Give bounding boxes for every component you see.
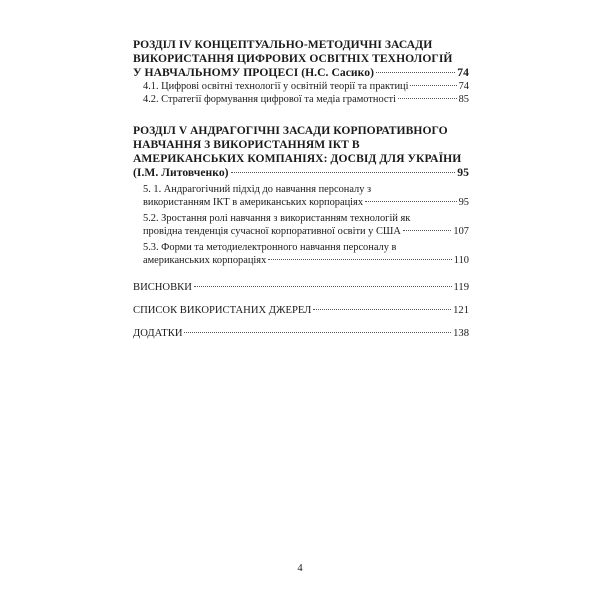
toc-section-4 xyxy=(133,38,469,106)
toc-appendices-page: 138 xyxy=(453,328,469,339)
toc-references-page: 121 xyxy=(453,305,469,316)
section-4-title-line-2: ВИКОРИСТАННЯ ЦИФРОВИХ ОСВІТНІХ ТЕХНОЛОГІЙ xyxy=(133,52,453,65)
toc-references xyxy=(133,304,469,317)
section-5-title-line-1: РОЗДІЛ V АНДРАГОГІЧНІ ЗАСАДИ КОРПОРАТИВНОГО xyxy=(133,124,448,137)
dot-leader xyxy=(398,98,457,99)
section-5-title-last-line xyxy=(133,166,469,180)
toc-item-5-3 xyxy=(133,241,469,267)
section-4-title-line-1: РОЗДІЛ IV КОНЦЕПТУАЛЬНО-МЕТОДИЧНІ ЗАСАДИ xyxy=(133,38,433,51)
toc-item-5-1-line-2: використанням ІКТ в американських корпораціях xyxy=(143,197,364,208)
toc-references-label: СПИСОК ВИКОРИСТАНИХ ДЖЕРЕЛ xyxy=(133,305,312,316)
toc-item-4-2 xyxy=(133,93,469,106)
dot-leader xyxy=(194,286,452,287)
toc-item-5-2-page: 107 xyxy=(453,226,469,237)
toc-item-4-2-page: 85 xyxy=(458,94,469,105)
toc-item-5-2-line-1: 5.2. Зростання ролі навчання з використанням технологій як xyxy=(143,213,411,224)
toc-conclusions-page: 119 xyxy=(453,282,469,293)
toc-item-4-1-page: 74 xyxy=(458,81,469,92)
toc-conclusions-label: ВИСНОВКИ xyxy=(133,282,192,293)
toc-conclusions xyxy=(133,281,469,294)
section-4-title-last-line xyxy=(133,66,469,80)
section-5-title-line-3: АМЕРИКАНСЬКИХ КОМПАНІЯХ: ДОСВІД ДЛЯ УКРАЇНИ xyxy=(133,152,462,165)
section-5-title-line-4: (І.М. Литовченко) xyxy=(133,166,229,179)
toc-item-5-3-line-2: американських корпораціях xyxy=(143,255,267,266)
toc-item-5-3-page: 110 xyxy=(453,255,469,266)
toc-item-5-2-line-2: провідна тенденція сучасної корпоративної освіти у США xyxy=(143,226,401,237)
toc-item-5-1-page: 95 xyxy=(458,197,469,208)
section-4-page: 74 xyxy=(457,66,469,79)
dot-leader xyxy=(231,172,456,173)
dot-leader xyxy=(184,332,451,333)
toc-item-4-1-text: 4.1. Цифрові освітні технології у освітній теорії та практиці xyxy=(143,81,409,92)
toc-appendices xyxy=(133,327,469,340)
section-5-page: 95 xyxy=(457,166,469,179)
dot-leader xyxy=(403,230,452,231)
table-of-contents xyxy=(133,38,469,350)
toc-item-5-3-line-1: 5.3. Форми та методиелектронного навчання персоналу в xyxy=(143,242,397,253)
toc-item-5-2-last xyxy=(143,225,469,238)
section-4-title-line-3: У НАВЧАЛЬНОМУ ПРОЦЕСІ (Н.С. Сасико) xyxy=(133,66,374,79)
toc-item-5-3-last xyxy=(143,254,469,267)
toc-item-5-1 xyxy=(133,183,469,209)
dot-leader xyxy=(410,85,456,86)
page-number: 4 xyxy=(297,563,303,574)
dot-leader xyxy=(376,72,455,73)
toc-item-5-1-last xyxy=(143,196,469,209)
toc-appendices-label: ДОДАТКИ xyxy=(133,328,183,339)
dot-leader xyxy=(365,201,457,202)
section-5-title-line-2: НАВЧАННЯ З ВИКОРИСТАННЯМ ІКТ В xyxy=(133,138,360,151)
dot-leader xyxy=(313,309,451,310)
toc-item-4-1 xyxy=(133,80,469,93)
toc-section-5 xyxy=(133,124,469,267)
toc-item-5-2 xyxy=(133,212,469,238)
dot-leader xyxy=(268,259,452,260)
toc-item-5-1-line-1: 5. 1. Андрагогічний підхід до навчання персоналу з xyxy=(143,184,372,195)
toc-item-4-2-text: 4.2. Стратегії формування цифрової та медіа грамотності xyxy=(143,94,396,105)
